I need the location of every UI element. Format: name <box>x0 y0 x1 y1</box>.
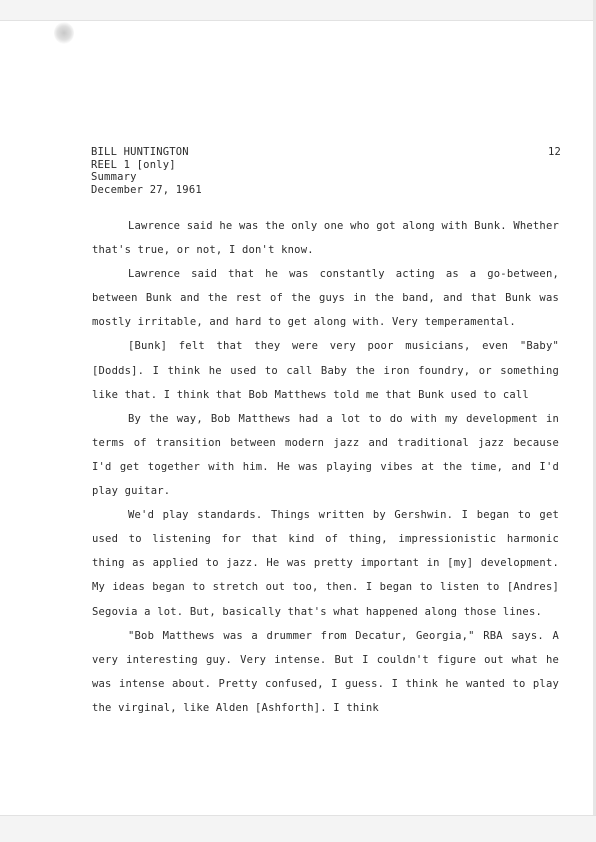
paragraph: [Bunk] felt that they were very poor musicians, even "Baby" [Dodds]. I think he used to call Baby the iron foundry, or something like that. I think that Bob Matthews told me that Bunk used to call <box>92 340 559 401</box>
document-body <box>92 214 559 720</box>
reel-label: REEL 1 [only] <box>91 158 176 171</box>
paragraph: By the way, Bob Matthews had a lot to do with my development in terms of transition between modern jazz and traditional jazz because I'd get together with him. He was playing vibes at the time, and I'd play guitar. <box>92 412 559 498</box>
paragraph: Lawrence said that he was constantly acting as a go-between, between Bunk and the rest of the guys in the band, and that Bunk was mostly irritable, and hard to get along with. Very temperamental. <box>92 268 559 329</box>
page-number: 12 <box>547 146 561 158</box>
paragraph: Lawrence said he was the only one who got along with Bunk. Whether that's true, or not, I don't know. <box>92 220 559 257</box>
interview-date: December 27, 1961 <box>91 183 202 196</box>
scan-top-margin <box>0 0 596 21</box>
paragraph: "Bob Matthews was a drummer from Decatur, Georgia," RBA says. A very interesting guy. Very intense. But I couldn't figure out what he was intense about. Pretty confused, I guess. I think he wanted to play the virginal, like Alden [Ashforth]. I think <box>92 629 559 714</box>
document-header <box>91 146 561 196</box>
scan-smudge <box>54 22 74 44</box>
document-type: Summary <box>91 171 137 183</box>
scan-bottom-margin <box>0 815 596 842</box>
interviewee-name: BILL HUNTINGTON <box>91 146 189 158</box>
paragraph: We'd play standards. Things written by Gershwin. I began to get used to listening for that kind of thing, impressionistic harmonic thing as applied to jazz. He was pretty important in [my] development. My ideas began to stretch out too, then. I began to listen to [Andres] Segovia a lot. But, basically that's what happened along those lines. <box>92 509 559 618</box>
